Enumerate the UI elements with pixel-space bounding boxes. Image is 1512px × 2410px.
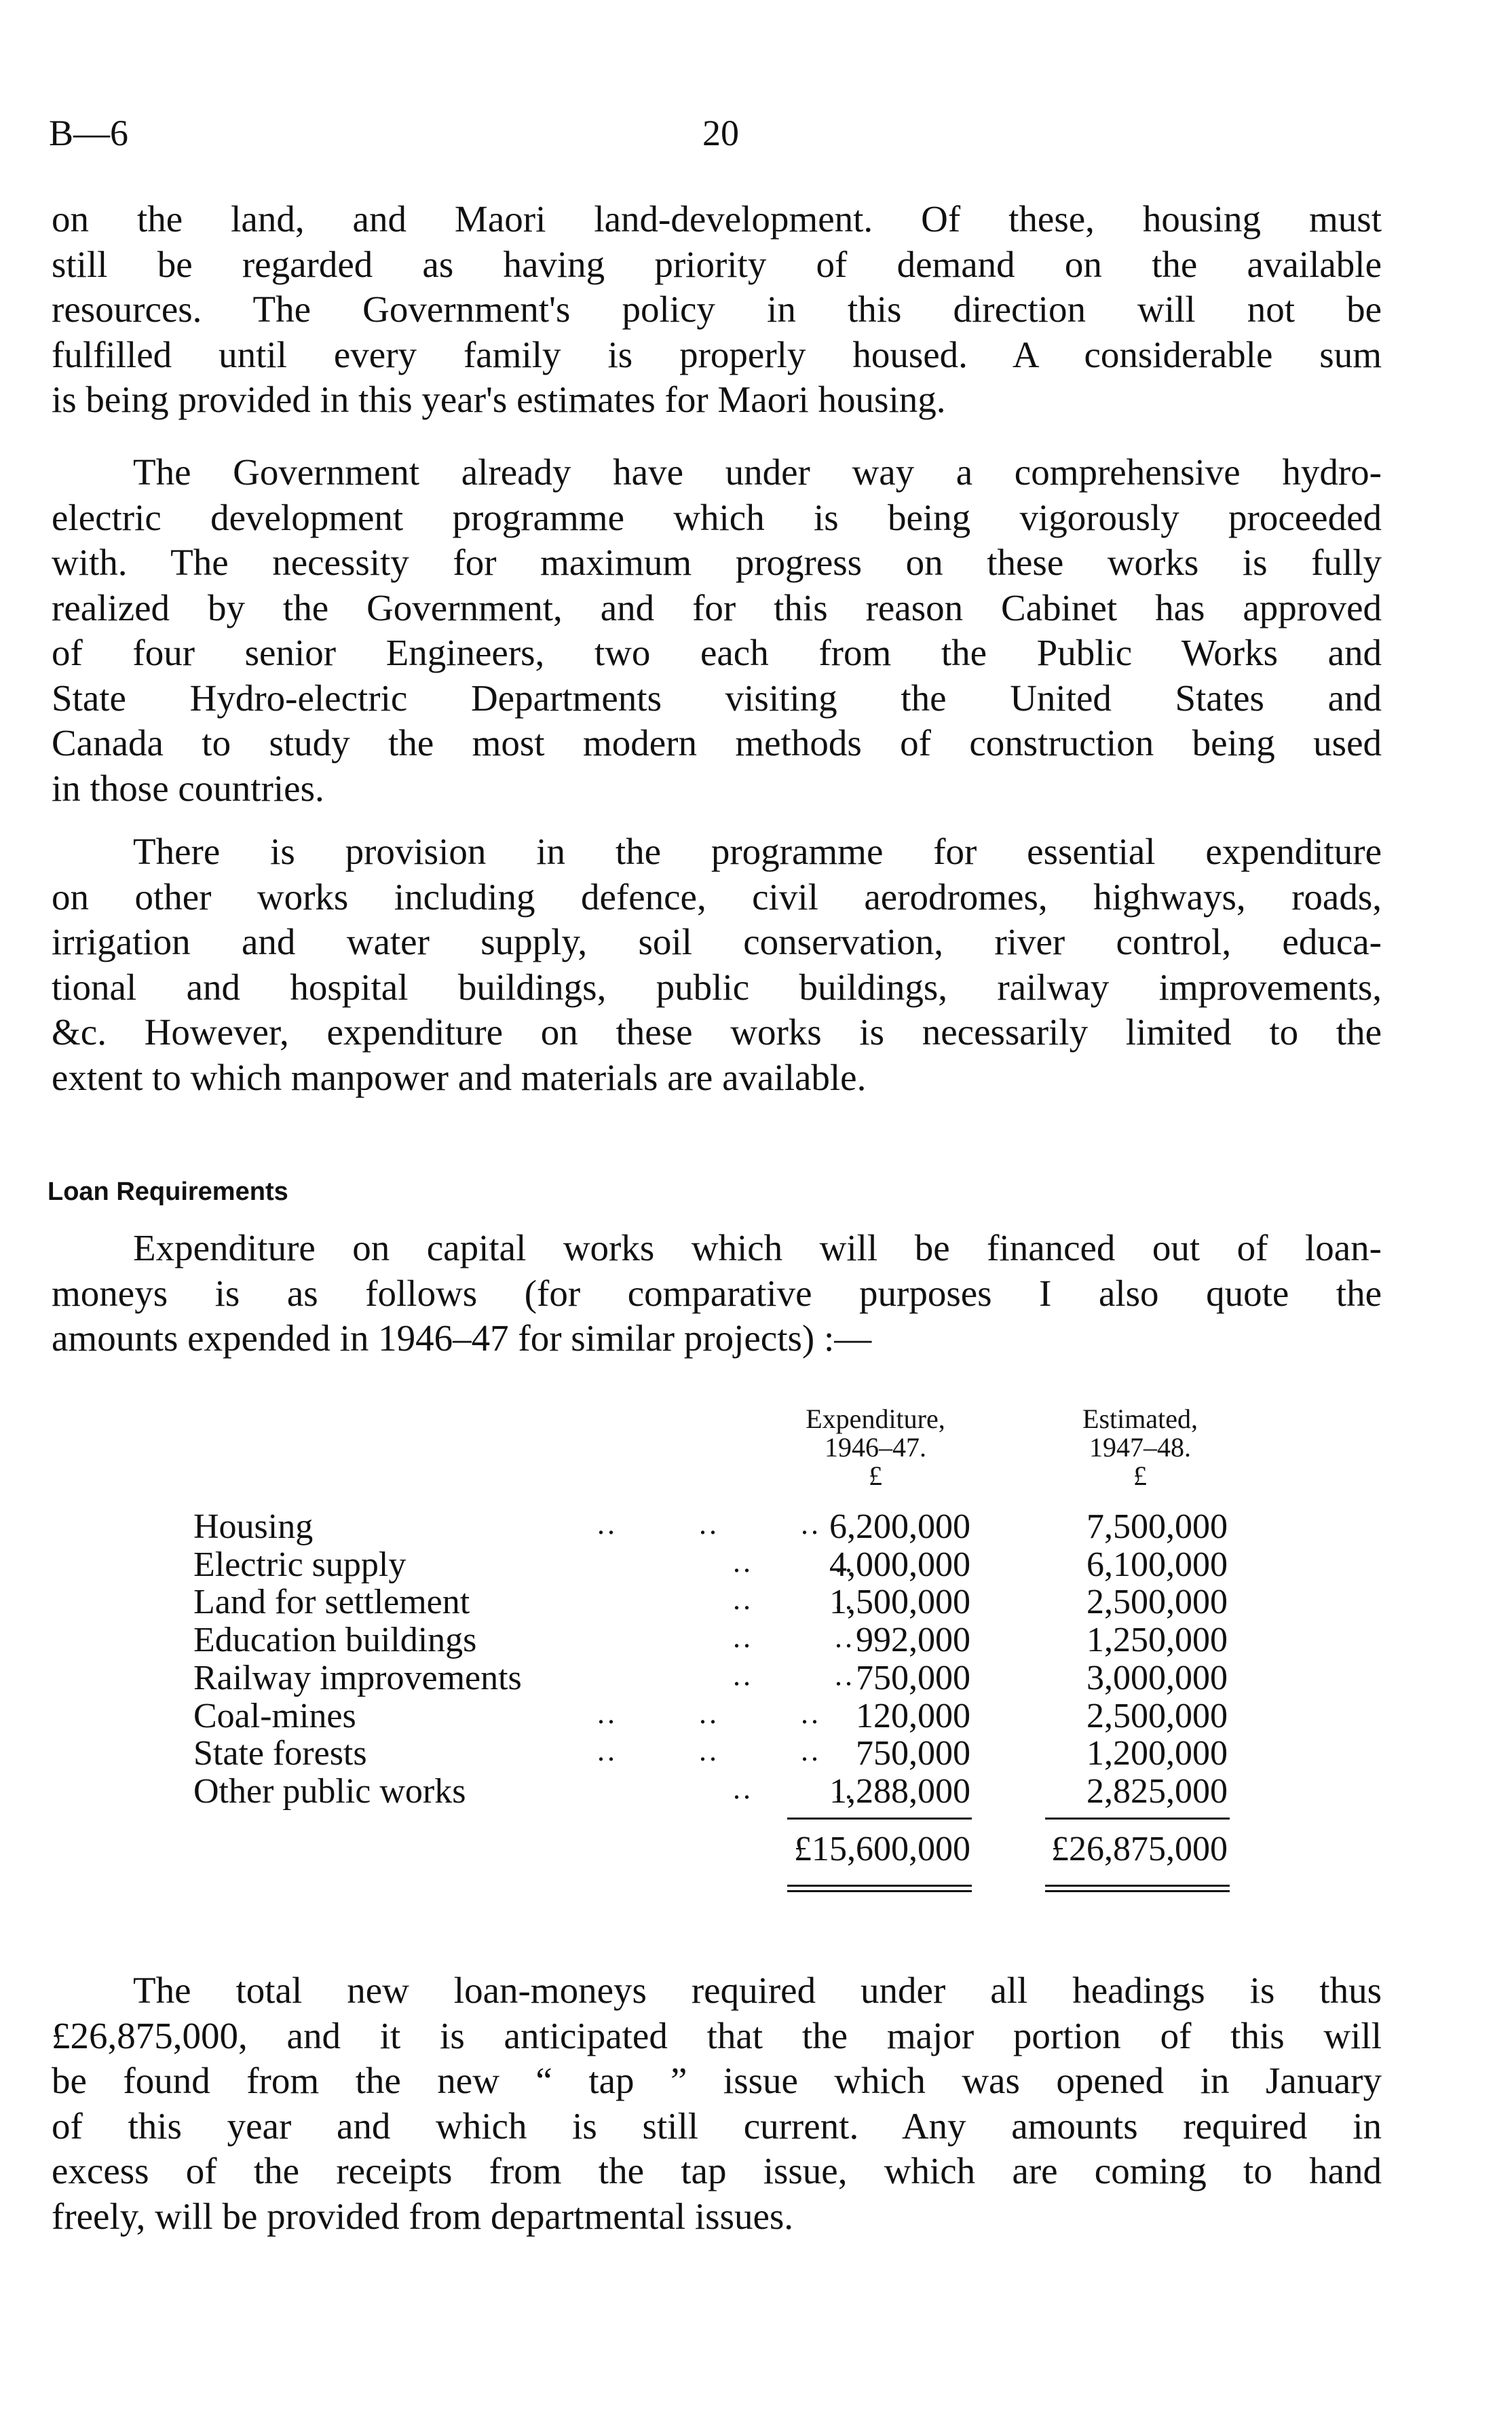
value-1947-48: 2,500,000 bbox=[1086, 1696, 1228, 1735]
page-number: 20 bbox=[702, 113, 739, 153]
text-line: is being provided in this year's estimates for Maori housing. bbox=[52, 379, 946, 420]
text-line: of this year and which is still current. Any amounts required in bbox=[52, 2105, 1382, 2147]
column-period: 1946–47. bbox=[825, 1432, 926, 1463]
text-line: in those countries. bbox=[52, 767, 324, 809]
text-line: moneys is as follows (for comparative purposes I also quote the bbox=[52, 1272, 1382, 1314]
text-line: freely, will be provided from departmental issues. bbox=[52, 2195, 794, 2237]
text-line: The Government already have under way a comprehensive hydro- bbox=[133, 451, 1382, 493]
leader-dots: .. .. bbox=[733, 1583, 855, 1617]
text-line: tional and hospital buildings, public buildings, railway improvements, bbox=[52, 966, 1382, 1008]
text-line: The total new loan-moneys required under all headings is thus bbox=[133, 1970, 1382, 2011]
table-row bbox=[0, 1733, 1512, 1771]
value-1947-48: 1,250,000 bbox=[1086, 1621, 1228, 1660]
value-1946-47: 120,000 bbox=[856, 1696, 970, 1735]
table-row bbox=[0, 1545, 1512, 1583]
text-line: with. The necessity for maximum progress on these works is fully bbox=[52, 542, 1382, 583]
row-label: Electric supply bbox=[193, 1545, 407, 1584]
value-1946-47: 992,000 bbox=[856, 1621, 970, 1660]
column-unit: £ bbox=[1133, 1461, 1147, 1491]
paragraph-hydro-electric bbox=[52, 450, 1382, 811]
paragraph-housing bbox=[52, 197, 1382, 423]
value-1946-47: 6,200,000 bbox=[829, 1507, 970, 1546]
value-1946-47: 750,000 bbox=[856, 1734, 970, 1773]
row-label: Education buildings bbox=[193, 1621, 477, 1660]
text-line: extent to which manpower and materials are available. bbox=[52, 1056, 867, 1098]
text-line: excess of the receipts from the tap issue, which are coming to hand bbox=[52, 2150, 1382, 2191]
text-line: still be regarded as having priority of demand on the available bbox=[52, 243, 1382, 285]
text-line: realized by the Government, and for this reason Cabinet has approved bbox=[52, 586, 1382, 628]
double-rule bbox=[1045, 1890, 1230, 1892]
value-1947-48: 3,000,000 bbox=[1086, 1658, 1228, 1697]
value-1946-47: 4,000,000 bbox=[829, 1545, 970, 1584]
total-1947-48: £26,875,000 bbox=[1051, 1830, 1228, 1868]
leader-dots: .. .. .. bbox=[597, 1507, 821, 1541]
total-1946-47: £15,600,000 bbox=[794, 1830, 970, 1868]
document-code: B—6 bbox=[49, 113, 129, 153]
column-header-expenditure bbox=[767, 1405, 984, 1490]
leader-dots: .. .. .. bbox=[597, 1696, 821, 1730]
row-label: Coal-mines bbox=[193, 1696, 356, 1735]
table-row bbox=[0, 1696, 1512, 1734]
leader-dots: .. .. bbox=[733, 1621, 855, 1655]
paragraph-loan-intro bbox=[52, 1226, 1382, 1361]
value-1947-48: 6,100,000 bbox=[1086, 1545, 1228, 1584]
value-1947-48: 7,500,000 bbox=[1086, 1507, 1228, 1546]
text-line: of four senior Engineers, two each from the Public Works and bbox=[52, 632, 1382, 673]
text-line: amounts expended in 1946–47 for similar projects) :— bbox=[52, 1317, 872, 1359]
value-1947-48: 2,825,000 bbox=[1086, 1771, 1228, 1811]
text-line: £26,875,000, and it is anticipated that the major portion of this will bbox=[52, 2014, 1382, 2056]
paragraph-closing bbox=[52, 1968, 1382, 2239]
table-row bbox=[0, 1771, 1512, 1809]
double-rule bbox=[1045, 1885, 1230, 1887]
text-line: Expenditure on capital works which will be financed out of loan- bbox=[133, 1227, 1382, 1268]
text-line: electric development programme which is being vigorously proceeded bbox=[52, 496, 1382, 538]
table-row bbox=[0, 1507, 1512, 1545]
paragraph-other-works bbox=[52, 829, 1382, 1100]
text-line: fulfilled until every family is properly housed. A considerable sum bbox=[52, 333, 1382, 375]
subtotal-rule bbox=[1045, 1818, 1230, 1820]
row-label: Railway improvements bbox=[193, 1658, 522, 1697]
value-1947-48: 1,200,000 bbox=[1086, 1734, 1228, 1773]
text-line: State Hydro-electric Departments visiting the United States and bbox=[52, 677, 1382, 719]
leader-dots: .. .. bbox=[733, 1771, 855, 1805]
text-line: &c. However, expenditure on these works is necessarily limited to the bbox=[52, 1011, 1382, 1053]
row-label: State forests bbox=[193, 1734, 367, 1773]
text-line: resources. The Government's policy in this direction will not be bbox=[52, 288, 1382, 330]
text-line: on other works including defence, civil aerodromes, highways, roads, bbox=[52, 875, 1382, 918]
leader-dots: .. .. .. bbox=[597, 1734, 821, 1768]
text-line: be found from the new “ tap ” issue which was opened in January bbox=[52, 2060, 1382, 2101]
value-1946-47: 1,500,000 bbox=[829, 1583, 970, 1622]
text-line: Canada to study the most modern methods of construction being used bbox=[52, 722, 1382, 764]
leader-dots: .. .. bbox=[733, 1658, 855, 1692]
text-line: There is provision in the programme for essential expenditure bbox=[133, 831, 1382, 872]
column-period: 1947–48. bbox=[1089, 1432, 1191, 1463]
row-label: Housing bbox=[193, 1507, 314, 1546]
leader-dots: .. .. bbox=[733, 1545, 855, 1579]
text-line: on the land, and Maori land-development. Of these, housing must bbox=[52, 198, 1382, 240]
column-unit: £ bbox=[869, 1461, 882, 1491]
double-rule bbox=[787, 1890, 972, 1892]
column-header-estimated bbox=[1032, 1405, 1249, 1490]
totals-row bbox=[0, 1829, 1512, 1867]
row-label: Land for settlement bbox=[193, 1583, 470, 1622]
table-row bbox=[0, 1620, 1512, 1658]
row-label: Other public works bbox=[193, 1771, 466, 1811]
table-row bbox=[0, 1582, 1512, 1620]
section-heading: Loan Requirements bbox=[48, 1178, 288, 1206]
value-1946-47: 750,000 bbox=[856, 1658, 970, 1697]
value-1947-48: 2,500,000 bbox=[1086, 1583, 1228, 1622]
value-1946-47: 1,288,000 bbox=[829, 1771, 970, 1811]
subtotal-rule bbox=[787, 1818, 972, 1820]
text-line: irrigation and water supply, soil conservation, river control, educa- bbox=[52, 921, 1382, 962]
double-rule bbox=[787, 1885, 972, 1887]
column-title: Expenditure, bbox=[806, 1404, 945, 1434]
table-row bbox=[0, 1658, 1512, 1696]
column-title: Estimated, bbox=[1082, 1404, 1198, 1434]
